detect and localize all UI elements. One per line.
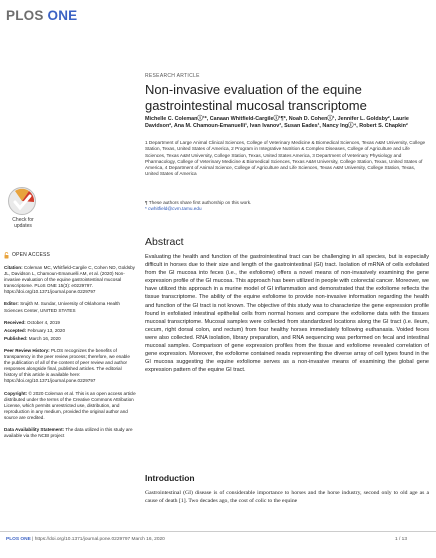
- accepted-block: [4, 328, 136, 334]
- data-availability-block: [4, 427, 136, 439]
- author-list: Michelle C. Colemanⓘ¹*, Canaan Whitfield-Cargileⓘ¹¶*, Noah D. Cohenⓘ¹, Jennifer L. Goldsby², Laurie Davidson², Ana M. Chamoun-Emanuelli¹, Ivan Ivanov³, Susan Eades¹, Nancy Ingⓘ⁴, Robert S. Chapkin²: [145, 116, 409, 129]
- editor-text: Srujith M. Sundar, University of Oklahoma Health Sciences Center, UNITED STATES: [4, 301, 120, 313]
- journal-logo-plos: PLOS: [6, 8, 44, 23]
- editor-block: [4, 301, 136, 313]
- footer-doi-date[interactable]: | https://doi.org/10.1371/journal.pone.0229797 March 16, 2020: [30, 537, 165, 542]
- data-availability-text: The data utilized in this study are available via the NCBI project: [4, 426, 133, 439]
- footer-divider: [0, 531, 436, 532]
- data-availability-label: Data Availability Statement:: [4, 426, 65, 432]
- check-for-updates-icon[interactable]: [7, 186, 37, 216]
- article-title: Non-invasive evaluation of the equine gastrointestinal mucosal transcriptome: [145, 82, 367, 113]
- peer-review-text: PLOS recognizes the benefits of transparency in the peer review process; therefore, we enable the publication of all of the content of peer review and author responses alongside final, published articles. The editorial history of this article is available here: https://doi.org/10.1371/journal.pone.0229797: [4, 347, 130, 384]
- abstract-heading: Abstract: [145, 236, 184, 248]
- check-for-updates-label[interactable]: [5, 218, 41, 230]
- page-number: 1 / 13: [395, 537, 408, 542]
- article-type: RESEARCH ARTICLE: [145, 73, 200, 79]
- published-date: March 16, 2020: [27, 335, 61, 341]
- accepted-date: February 13, 2020: [26, 327, 66, 333]
- badge-line-2: updates: [14, 222, 32, 229]
- journal-logo-one: ONE: [47, 8, 78, 23]
- received-label: Received:: [4, 319, 26, 325]
- open-access-badge: [4, 252, 136, 259]
- footer-brand: PLOS ONE: [6, 537, 31, 542]
- peer-review-label: Peer Review History:: [4, 347, 50, 353]
- editor-label: Editor:: [4, 301, 19, 307]
- corresponding-email-link[interactable]: * cwhitfield@cvm.tamu.edu: [145, 206, 202, 212]
- peer-review-block: [4, 348, 136, 385]
- introduction-text: Gastrointestinal (GI) disease is of considerable importance to horses and the horse industry, second only to old age as a cause of death [1]. Two decades ago, the cost of colic to the equine: [145, 490, 429, 505]
- open-lock-icon: [4, 252, 9, 259]
- badge-line-1: Check for: [12, 217, 34, 223]
- citation-label: Citation:: [4, 265, 23, 270]
- page-footer: [6, 537, 165, 542]
- introduction-heading: Introduction: [145, 473, 195, 483]
- copyright-block: [4, 391, 136, 421]
- citation-text: Coleman MC, Whitfield-Cargile C, Cohen ND, Goldsby JL, Davidson L, Chamoun-Emanuelli AM, et al. (2020) Non-invasive evaluation of the equine gastrointestinal mucosal transcriptome. PLoS ONE 15(3): e0229797. https://doi.org/10.1371/journal.pone.0229797: [4, 265, 135, 295]
- equal-contribution-note: ¶ These authors share first authorship on this work.: [145, 200, 252, 205]
- journal-logo[interactable]: [6, 8, 77, 23]
- published-block: [4, 336, 136, 342]
- received-block: [4, 320, 136, 326]
- copyright-label: Copyright:: [4, 390, 28, 396]
- affiliations: 1 Department of Large Animal Clinical Sciences, College of Veterinary Medicine & Biomedical Sciences, Texas A&M University, College Station, Texas, United States of America, 2 Program in Integrative Nutrition & Complex Diseases, College of Agriculture and Life Sciences, Texas A&M University, College Station, Texas, United States America, 3 Department of Veterinary Physiology and Pharmacology, College of Veterinary Medicine & Biomedical Sciences, Texas A&M University, College Station, Texas, United States of America, 4 Department of Animal Science, College of Agriculture and Life Sciences, Texas A&M University, College Station, Texas, United States of America: [145, 140, 426, 177]
- open-access-label: OPEN ACCESS: [12, 252, 51, 259]
- abstract-text: Evaluating the health and function of the gastrointestinal tract can be challenging in all species, but is especially difficult in horses due to their size and length of the gastrointestinal (GI) tract. Isolation of mRNA of cells exfoliated from the GI mucosa into feces (i.e., the exfoliome) offers a novel means of non-invasively examining the gene expression profile of the GI mucosa. This approach has been utilized in people with colorectal cancer. Moreover, we have utilized this approach in a murine model of GI inflammation and demonstrated that the exfoliome reflects the tissue transcriptome. The ability of the equine exfoliome to provide non-invasive information regarding the health and function of the GI tract is not known. The objective of this study was to characterize the gene expression profile found in exfoliated intestinal epithelial cells from normal horses and compare the exfoliome data with the tissues mucosal transcriptome. Mucosal samples were collected from standardized locations along the GI tract (i.e. ileum, cecum, right dorsal colon, and rectum) from four healthy horses immediately following euthanasia. Voided feces were also collected. RNA isolation, library preparation, and RNA sequencing was performed on fecal and intestinal mucosal samples. Comparison of gene expression profiles from the tissue and exfoliome revealed correlation of gene expression. Moreover, the exfoliome contained reads representing the diverse array of cell types found in the GI mucosa suggesting the equine exfoliome serves as a non-invasive means of examining the global gene expression pattern of the equine GI tract.: [145, 254, 429, 374]
- published-label: Published:: [4, 335, 28, 341]
- received-date: October 4, 2019: [25, 319, 60, 325]
- copyright-text: © 2020 Coleman et al. This is an open access article distributed under the terms of the Creative Commons Attribution License, which permits unrestricted use, distribution, and reproduction in any medium, provided the original author and source are credited.: [4, 390, 136, 420]
- citation-block: [4, 265, 136, 295]
- author-notes: [145, 200, 428, 213]
- article-info-sidebar: [4, 252, 136, 445]
- accepted-label: Accepted:: [4, 327, 27, 333]
